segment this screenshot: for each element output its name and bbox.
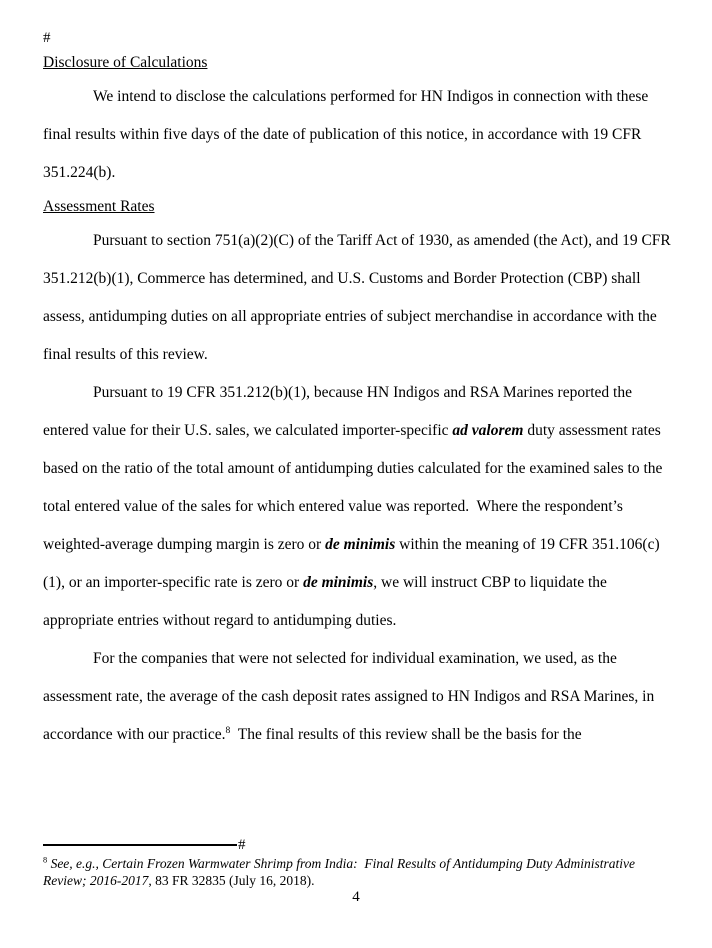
header-placeholder-marker: #	[43, 30, 51, 46]
paragraph-assessment-1: Pursuant to section 751(a)(2)(C) of the Tariff Act of 1930, as amended (the Act), and 19 CFR 351.212(b)(1), Commerce has determined, and U.S. Customs and Border Protection (CBP) shall assess, antidumping duties on all appropriate entries of subject merchandise in accordance with the final results of this review.	[43, 232, 675, 363]
footnote-area	[43, 836, 673, 889]
footnote-8: $^8$ See, e.g., Certain Frozen Warmwater Shrimp from India: Final Results of Antidumping Duty Administrative Review; 2016-2017, 83 FR 32835 (July 16, 2018).	[43, 855, 639, 888]
paragraph-assessment-3: For the companies that were not selected for individual examination, we used, as the assessment rate, the average of the cash deposit rates assigned to HN Indigos and RSA Marines, in accordance with our practice.$^8$ The final results of this review shall be the basis for the	[43, 650, 659, 743]
paragraph-disclosure: We intend to disclose the calculations performed for HN Indigos in connection with these final results within five days of the date of publication of this notice, in accordance with 19 CFR 351.224(b).	[43, 88, 653, 181]
section-heading-disclosure-of-calculations: Disclosure of Calculations	[43, 54, 208, 71]
page-number: 4	[352, 889, 360, 905]
footnote-separator-line	[43, 844, 237, 846]
footnote-separator-marker: #	[238, 837, 246, 853]
footnote-separator	[43, 836, 673, 854]
document-body	[43, 28, 673, 754]
paragraph-assessment-2: Pursuant to 19 CFR 351.212(b)(1), because HN Indigos and RSA Marines reported the entered value for their U.S. sales, we calculated importer-specific ad valorem duty assessment rates based on the ratio of the total amount of antidumping duties calculated for the examined sales to the total entered value of the sales for which entered value was reported. Where the respondent’s weighted-average dumping margin is zero or de minimis within the meaning of 19 CFR 351.106(c)(1), or an importer-specific rate is zero or de minimis, we will instruct CBP to liquidate the appropriate entries without regard to antidumping duties.	[43, 384, 667, 629]
section-heading-assessment-rates: Assessment Rates	[43, 198, 155, 215]
